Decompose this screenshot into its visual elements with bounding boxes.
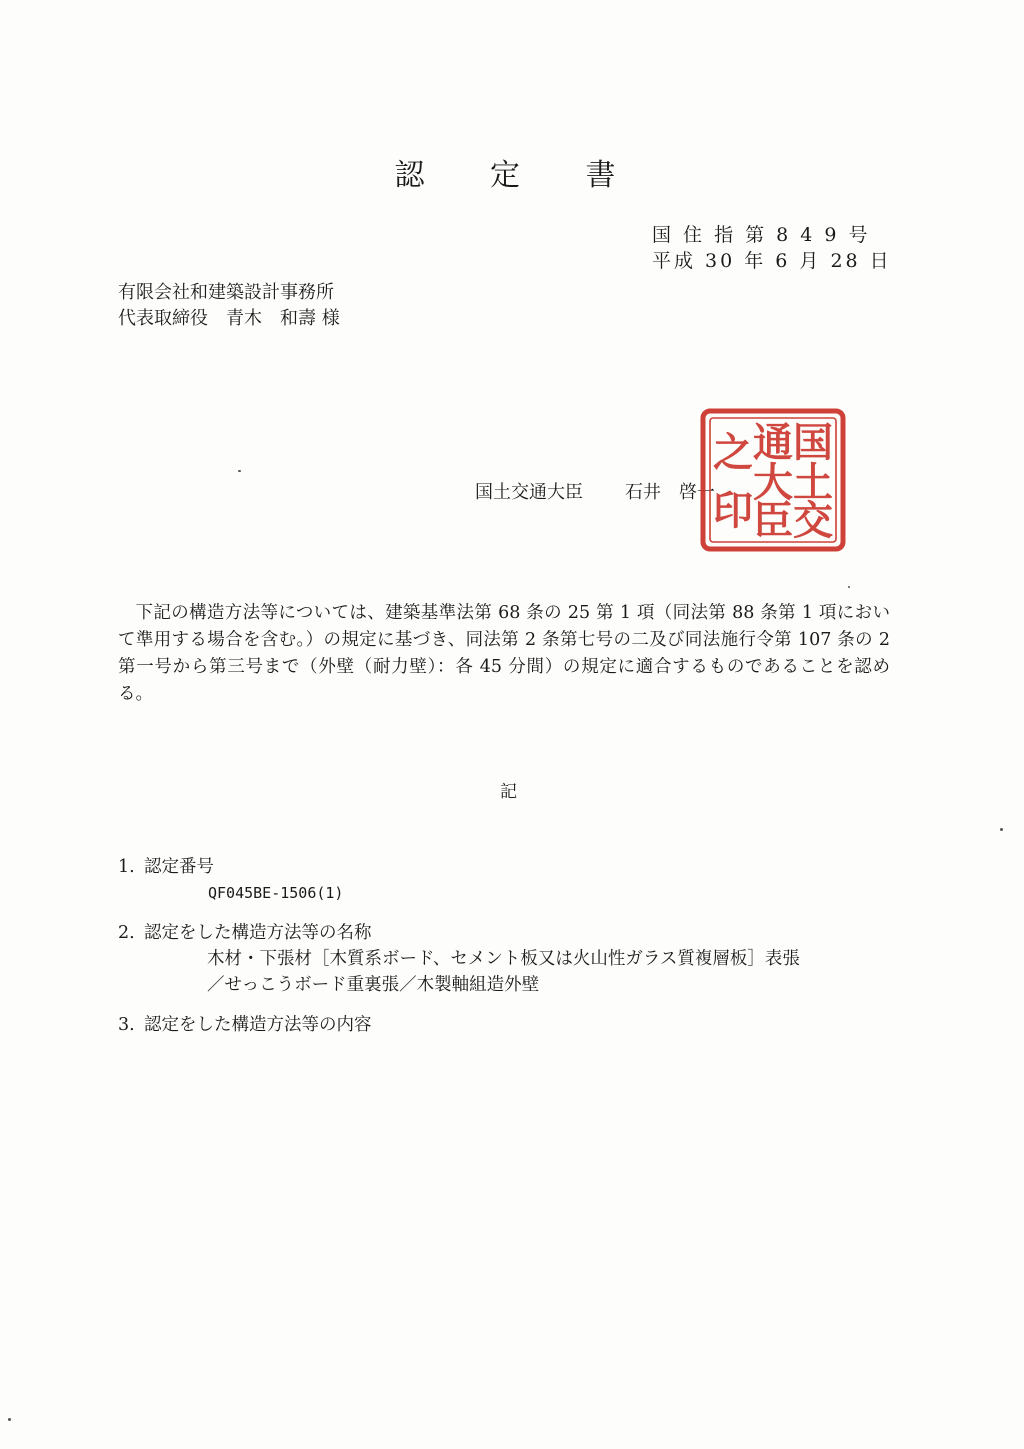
seal-character: 臣 <box>753 497 793 544</box>
scan-speck <box>848 586 850 588</box>
item-1 <box>118 854 343 906</box>
item-heading: 認定をした構造方法等の内容 <box>144 1015 372 1035</box>
item-detail: ／せっこうボード重裏張／木製軸組造外壁 <box>207 975 540 995</box>
scan-speck <box>8 1418 11 1421</box>
item-2 <box>118 920 800 998</box>
certification-statement: 下記の構造方法等については、建築基準法第 68 条の 25 第 1 項（同法第 88 条第 1 項において準用する場合を含む。）の規定に基づき、同法第 2 条第七号の二及び同法施行令第 107 条の 2 第一号から第三号まで（外壁（耐力壁）：各 45 分間）の規定に適合するものであることを認める。 <box>118 603 890 704</box>
item-detail: 木材・下張材［木質系ボード、セメント板又は火山性ガラス質複層板］表張 <box>207 949 800 969</box>
issuer-name: 石井 啓一 <box>625 482 715 503</box>
item-number: 1. <box>118 857 135 877</box>
recipient-representative: 代表取締役 青木 和壽 様 <box>118 308 340 329</box>
document-title: 認 定 書 <box>394 158 644 193</box>
seal-character: 通 <box>753 419 793 466</box>
item-detail: QF045BE-1506(1) <box>208 884 344 902</box>
ki-heading: 記 <box>500 782 517 802</box>
document-number: 国 住 指 第 8 4 9 号 <box>652 224 871 246</box>
seal-character: 大 <box>753 459 793 506</box>
seal-character: 国 <box>793 419 833 466</box>
recipient-company: 有限会社和建築設計事務所 <box>118 282 334 303</box>
item-heading: 認定番号 <box>144 857 214 877</box>
seal-character: 印 <box>713 487 753 534</box>
document-reference <box>652 222 892 274</box>
issuer-line <box>475 478 715 504</box>
official-seal-stamp <box>700 408 846 552</box>
item-heading: 認定をした構造方法等の名称 <box>144 923 372 943</box>
seal-character: 之 <box>713 429 753 476</box>
seal-character: 土 <box>793 459 833 506</box>
scan-speck <box>1000 828 1003 831</box>
scan-speck <box>238 470 241 472</box>
document-date: 平成 30 年 6 月 28 日 <box>652 250 892 272</box>
seal-graphic <box>700 408 846 552</box>
seal-character: 交 <box>793 497 833 544</box>
recipient-block <box>118 280 340 332</box>
item-number: 3. <box>118 1015 135 1035</box>
issuer-title: 国土交通大臣 <box>475 482 583 503</box>
item-number: 2. <box>118 923 135 943</box>
item-3 <box>118 1012 372 1038</box>
